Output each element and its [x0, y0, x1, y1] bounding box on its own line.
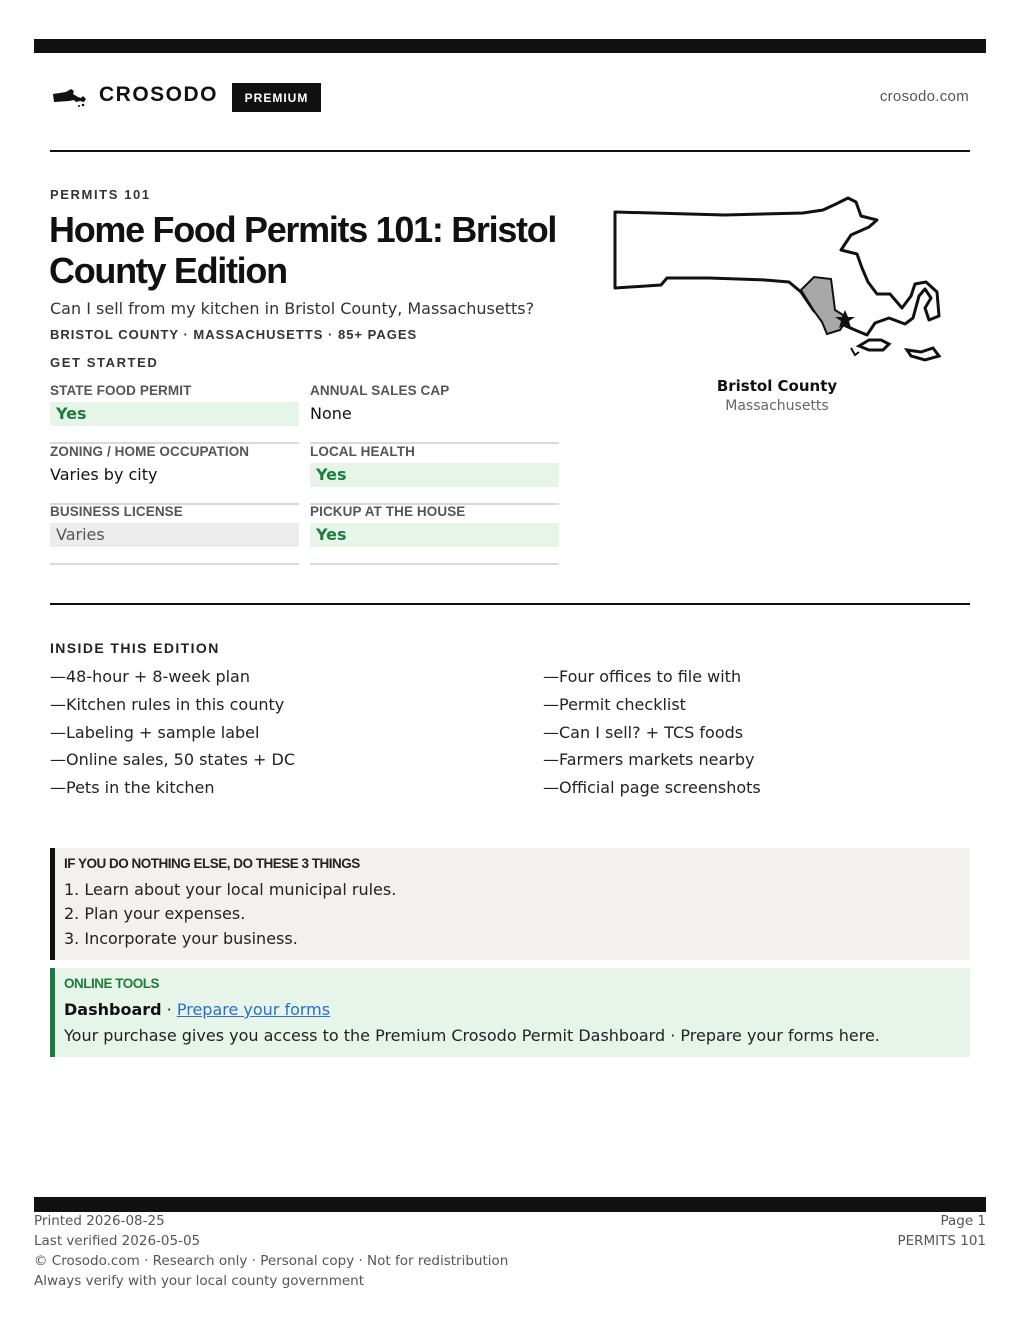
- fact-label: ZONING / HOME OCCUPATION: [50, 444, 250, 459]
- state-outline: [615, 198, 939, 335]
- site-url[interactable]: crosodo.com: [879, 88, 969, 105]
- fact-business-license: [50, 504, 299, 565]
- verify-note: Always verify with your local county government: [34, 1273, 364, 1289]
- online-tools-callout: [50, 968, 970, 1057]
- contents-list-right: [543, 666, 963, 805]
- callout-heading: ONLINE TOOLS: [64, 976, 160, 991]
- header: [50, 80, 970, 114]
- callout-item: 1. Learn about your local municipal rules.: [64, 880, 397, 899]
- brand-name[interactable]: CROSODO: [99, 83, 219, 106]
- list-item: —Online sales, 50 states + DC: [50, 750, 296, 770]
- list-item: —48-hour + 8-week plan: [50, 667, 250, 686]
- premium-badge: PREMIUM: [232, 83, 321, 112]
- get-started-heading: GET STARTED: [50, 355, 159, 370]
- separator: ·: [161, 1000, 177, 1019]
- fact-value: Yes: [310, 523, 559, 547]
- list-item: —Labeling + sample label: [50, 722, 260, 742]
- verified-date: Last verified 2026-05-05: [34, 1233, 201, 1249]
- dashboard-line: [64, 1000, 330, 1019]
- three-things-callout: [50, 848, 970, 960]
- callout-item: 2. Plan your expenses.: [64, 904, 246, 923]
- massachusetts-logo-icon: [52, 86, 88, 108]
- dashboard-description: Your purchase gives you access to the Premium Crosodo Permit Dashboard · Prepare your forms here.: [64, 1026, 880, 1045]
- copyright-notice: © Crosodo.com · Research only · Personal copy · Not for redistribution: [34, 1253, 509, 1269]
- list-item: —Pets in the kitchen: [50, 778, 215, 798]
- section-divider: [50, 603, 970, 605]
- fact-value: Yes: [310, 463, 559, 487]
- fact-value: Varies: [50, 523, 299, 547]
- list-item: —Official page screenshots: [543, 778, 761, 798]
- bottom-bar: [34, 1197, 986, 1212]
- fact-local-health: [310, 444, 559, 505]
- fact-label: STATE FOOD PERMIT: [50, 383, 192, 398]
- page-number: Page 1: [940, 1213, 986, 1229]
- island-marthas-vineyard: [859, 340, 889, 350]
- map-county-name: Bristol County: [716, 377, 838, 395]
- list-item: —Kitchen rules in this county: [50, 694, 285, 714]
- fact-value: None: [310, 404, 352, 423]
- fact-annual-sales-cap: [310, 383, 559, 444]
- map-state-name: Massachusetts: [725, 398, 829, 414]
- header-divider: [50, 150, 970, 152]
- fact-label: LOCAL HEALTH: [310, 444, 415, 459]
- massachusetts-map: [605, 190, 950, 370]
- list-item: —Can I sell? + TCS foods: [543, 722, 744, 742]
- island-nantucket: [907, 348, 939, 360]
- list-item: —Four offices to file with: [543, 667, 742, 686]
- fact-label: ANNUAL SALES CAP: [310, 383, 450, 398]
- fact-value: Varies by city: [50, 465, 158, 484]
- section-eyebrow: PERMITS 101: [50, 187, 151, 202]
- callout-heading: IF YOU DO NOTHING ELSE, DO THESE 3 THINGS: [64, 856, 360, 871]
- fact-pickup: [310, 504, 559, 565]
- fact-zoning: [50, 444, 299, 505]
- top-bar: [34, 39, 986, 53]
- callout-item: 3. Incorporate your business.: [64, 929, 298, 948]
- fact-label: BUSINESS LICENSE: [50, 504, 183, 519]
- fact-label: PICKUP AT THE HOUSE: [310, 504, 466, 519]
- footer-section: PERMITS 101: [897, 1233, 986, 1249]
- fact-value: Yes: [50, 402, 299, 426]
- dashboard-label: Dashboard: [64, 1000, 162, 1019]
- edition-meta: BRISTOL COUNTY · MASSACHUSETTS · 85+ PAGES: [50, 327, 418, 342]
- list-item: —Farmers markets nearby: [543, 750, 755, 770]
- printed-date: Printed 2026-08-25: [34, 1213, 165, 1229]
- page-title: Home Food Permits 101: Bristol County Edition: [49, 209, 557, 291]
- list-item: —Permit checklist: [543, 694, 686, 714]
- prepare-forms-link[interactable]: Prepare your forms: [176, 1000, 331, 1019]
- island-small: [851, 348, 859, 355]
- inside-edition-heading: INSIDE THIS EDITION: [50, 640, 220, 656]
- fact-state-food-permit: [50, 383, 299, 444]
- contents-list-left: [50, 666, 470, 805]
- page-subtitle: Can I sell from my kitchen in Bristol County, Massachusetts?: [50, 299, 535, 318]
